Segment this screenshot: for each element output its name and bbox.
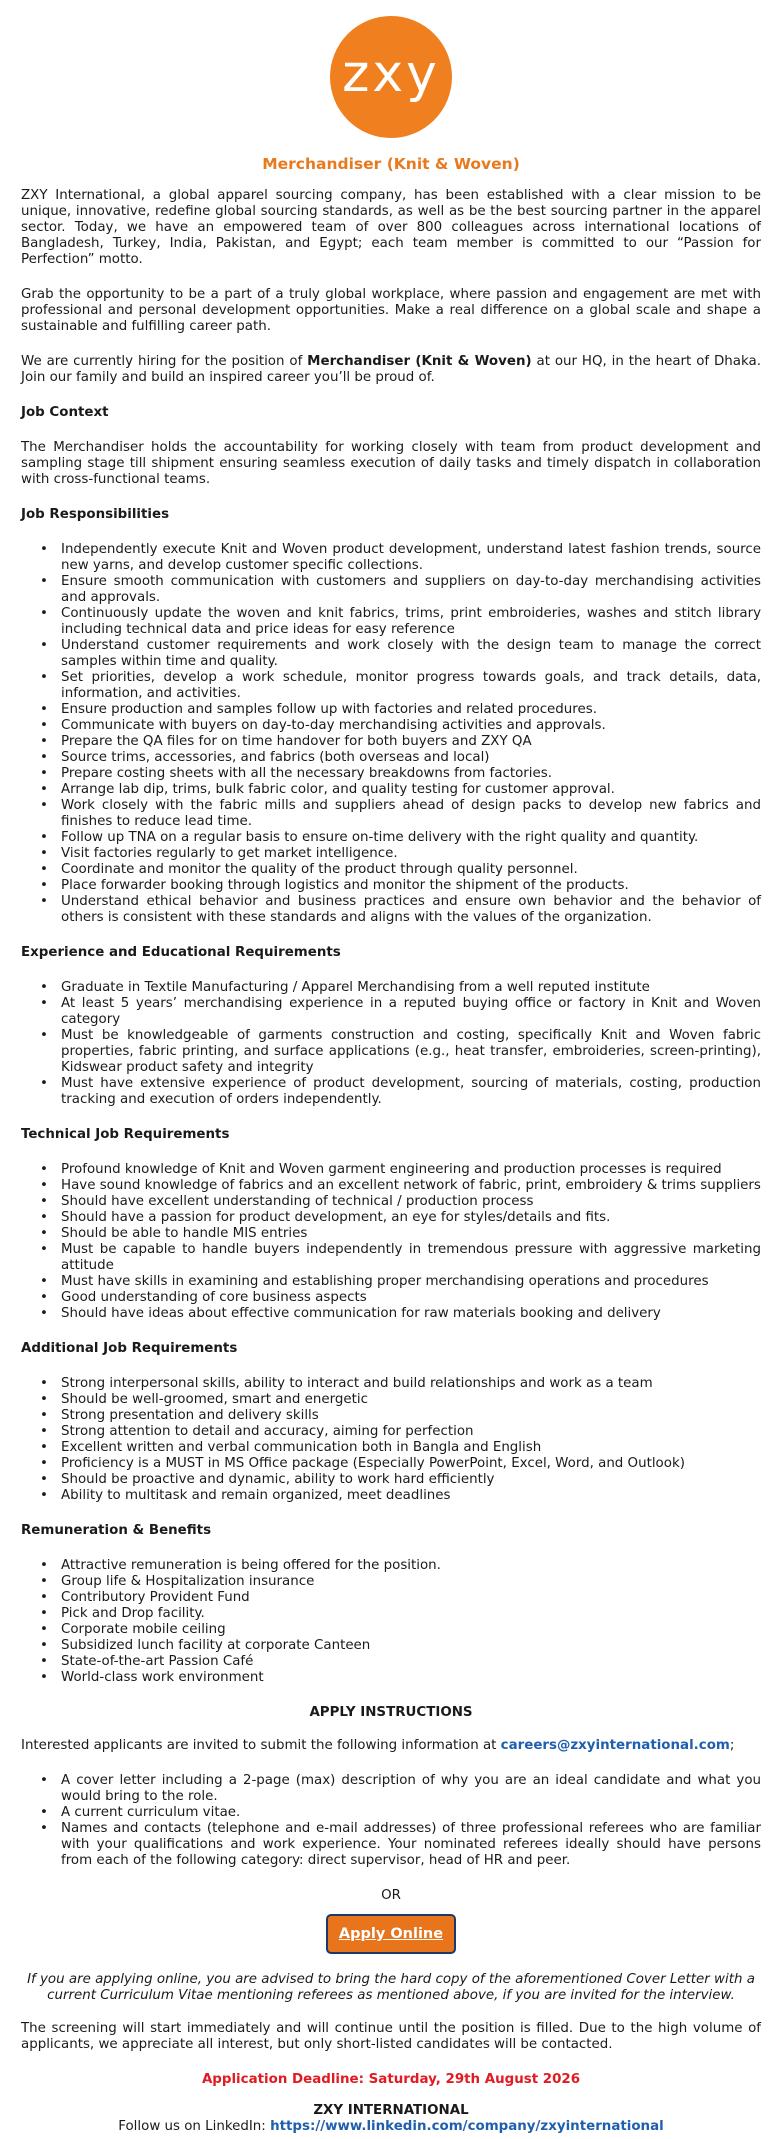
follow-label: Follow us on LinkedIn: [118, 2119, 271, 2134]
list-item: • Ensure smooth communication with customers and suppliers on day-to-day merchandising activities and approvals. [21, 574, 761, 606]
footer-company-name: ZXY INTERNATIONAL [313, 2103, 469, 2118]
list-item: • Source trims, accessories, and fabrics (both overseas and local) [21, 750, 761, 766]
list-item: • Pick and Drop facility. [21, 1606, 761, 1622]
apply-note: If you are applying online, you are advised to bring the hard copy of the aforementioned Cover Letter with a current Curriculum Vitae mentioning referees as mentioned above, if you are invited for the interview. [27, 1972, 755, 2003]
apply-intro-end: ; [729, 1738, 735, 1753]
hiring-paragraph [21, 354, 761, 386]
hiring-text-after: at our HQ, in the heart of Dhaka. Join our family and build an inspired career you’ll be proud of. [21, 354, 761, 385]
list-item: • Profound knowledge of Knit and Woven garment engineering and production processes is required [21, 1162, 761, 1178]
list-item: • Good understanding of core business aspects [21, 1290, 761, 1306]
intro-paragraph-1: ZXY International, a global apparel sourcing company, has been established with a clear mission to be unique, innovative, redefine global sourcing standards, as well as be the best sourcing partner in the apparel sector. Today, we have an empowered team of over 800 colleagues across international locations of Bangladesh, Turkey, India, Pakistan, and Egypt; each team member is committed to our “Passion for Perfection” motto. [21, 188, 761, 267]
technical-heading: Technical Job Requirements [21, 1127, 230, 1142]
list-item: • Visit factories regularly to get market intelligence. [21, 846, 761, 862]
list-item: • Strong attention to detail and accuracy, aiming for perfection [21, 1424, 761, 1440]
list-item: • Prepare the QA files for on time handover for both buyers and ZXY QA [21, 734, 761, 750]
list-item: • Set priorities, develop a work schedule, monitor progress towards goals, and track details, data, information, and activities. [21, 670, 761, 702]
responsibilities-heading: Job Responsibilities [21, 507, 170, 522]
apply-online-button[interactable]: Apply Online [326, 1914, 456, 1954]
list-item: • Should have ideas about effective communication for raw materials booking and delivery [21, 1306, 761, 1322]
list-item: • Prepare costing sheets with all the necessary breakdowns from factories. [21, 766, 761, 782]
list-item: • Arrange lab dip, trims, bulk fabric color, and quality testing for customer approval. [21, 782, 761, 798]
list-item: • A cover letter including a 2-page (max) description of why you are an ideal candidate and what you would bring to the role. [21, 1773, 761, 1805]
list-item: • Corporate mobile ceiling [21, 1622, 761, 1638]
job-title: Merchandiser (Knit & Woven) [262, 155, 520, 173]
technical-list [21, 1162, 761, 1322]
list-item: • Must have skills in examining and establishing proper merchandising operations and procedures [21, 1274, 761, 1290]
experience-heading: Experience and Educational Requirements [21, 945, 341, 960]
list-item: • Subsidized lunch facility at corporate Canteen [21, 1638, 761, 1654]
list-item: • Group life & Hospitalization insurance [21, 1574, 761, 1590]
list-item: • Independently execute Knit and Woven product development, understand latest fashion trends, source new yarns, and develop customer specific collections. [21, 542, 761, 574]
logo-wrap [21, 0, 761, 138]
job-context-text: The Merchandiser holds the accountability for working closely with team from product development and sampling stage till shipment ensuring seamless execution of daily tasks and timely dispatch in collaboration with cross-functional teams. [21, 440, 761, 487]
list-item: • Should be well-groomed, smart and energetic [21, 1392, 761, 1408]
list-item: • Should be proactive and dynamic, ability to work hard efficiently [21, 1472, 761, 1488]
list-item: • Ability to multitask and remain organized, meet deadlines [21, 1488, 761, 1504]
list-item: • Understand customer requirements and work closely with the design team to manage the correct samples within time and quality. [21, 638, 761, 670]
benefits-list [21, 1558, 761, 1686]
or-separator: OR [381, 1888, 401, 1903]
list-item: • Ensure production and samples follow up with factories and related procedures. [21, 702, 761, 718]
list-item: • Must have extensive experience of product development, sourcing of materials, costing, production tracking and execution of orders independently. [21, 1076, 761, 1108]
list-item: • At least 5 years’ merchandising experience in a reputed buying office or factory in Knit and Woven category [21, 996, 761, 1028]
apply-intro-text: Interested applicants are invited to submit the following information at [21, 1738, 501, 1753]
list-item: • Contributory Provident Fund [21, 1590, 761, 1606]
list-item: • Must be capable to handle buyers independently in tremendous pressure with aggressive marketing attitude [21, 1242, 761, 1274]
list-item: • A current curriculum vitae. [21, 1805, 761, 1821]
hiring-position: Merchandiser (Knit & Woven) [307, 354, 532, 369]
job-context-heading: Job Context [21, 405, 109, 420]
list-item: • Communicate with buyers on day-to-day merchandising activities and approvals. [21, 718, 761, 734]
list-item: • Should have excellent understanding of technical / production process [21, 1194, 761, 1210]
list-item: • Excellent written and verbal communication both in Bangla and English [21, 1440, 761, 1456]
list-item: • Have sound knowledge of fabrics and an excellent network of fabric, print, embroidery & trims suppliers [21, 1178, 761, 1194]
list-item: • Understand ethical behavior and business practices and ensure own behavior and the behavior of others is consistent with these standards and aligns with the values of the organization. [21, 894, 761, 926]
footer-follow [21, 2119, 761, 2135]
list-item: • Strong presentation and delivery skills [21, 1408, 761, 1424]
screening-text: The screening will start immediately and will continue until the position is filled. Due to the high volume of applicants, we appreciate all interest, but only short-listed candidates will be contacted. [21, 2021, 761, 2052]
intro-paragraph-2: Grab the opportunity to be a part of a truly global workplace, where passion and engagement are met with professional and personal development opportunities. Make a real difference on a global scale and shape a sustainable and fulfilling career path. [21, 287, 761, 334]
linkedin-link[interactable]: https://www.linkedin.com/company/zxyinternational [270, 2119, 664, 2134]
careers-email-link[interactable]: careers@zxyinternational.com [500, 1738, 730, 1753]
list-item: • World-class work environment [21, 1670, 761, 1686]
experience-list [21, 980, 761, 1108]
list-item: • Attractive remuneration is being offered for the position. [21, 1558, 761, 1574]
list-item: • Place forwarder booking through logistics and monitor the shipment of the products. [21, 878, 761, 894]
apply-intro [21, 1738, 761, 1754]
list-item: • Continuously update the woven and knit fabrics, trims, print embroideries, washes and stitch library including technical data and price ideas for easy reference [21, 606, 761, 638]
hiring-text-before: We are currently hiring for the position of [21, 354, 308, 369]
list-item: • Should be able to handle MIS entries [21, 1226, 761, 1242]
apply-button-wrap [21, 1914, 761, 1954]
company-logo: zxy [330, 16, 452, 138]
list-item: • Must be knowledgeable of garments construction and costing, specifically Knit and Woven fabric properties, fabric printing, and surface applications (e.g., heat transfer, embroideries, screen-printing), Kidswear product safety and integrity [21, 1028, 761, 1076]
list-item: • Coordinate and monitor the quality of the product through quality personnel. [21, 862, 761, 878]
list-item: • State-of-the-art Passion Café [21, 1654, 761, 1670]
responsibilities-list [21, 542, 761, 926]
apply-list [21, 1773, 761, 1869]
apply-instructions-heading: APPLY INSTRUCTIONS [309, 1705, 473, 1720]
application-deadline: Application Deadline: Saturday, 29th August 2026 [201, 2072, 581, 2087]
list-item: • Strong interpersonal skills, ability to interact and build relationships and work as a team [21, 1376, 761, 1392]
list-item: • Follow up TNA on a regular basis to ensure on-time delivery with the right quality and quantity. [21, 830, 761, 846]
benefits-heading: Remuneration & Benefits [21, 1523, 212, 1538]
list-item: • Names and contacts (telephone and e-mail addresses) of three professional referees who are familiar with your qualifications and work experience. Your nominated referees ideally should have persons from each of the following category: direct supervisor, head of HR and peer. [21, 1821, 761, 1869]
list-item: • Work closely with the fabric mills and suppliers ahead of design packs to develop new fabrics and finishes to reduce lead time. [21, 798, 761, 830]
list-item: • Graduate in Textile Manufacturing / Apparel Merchandising from a well reputed institute [21, 980, 761, 996]
additional-list [21, 1376, 761, 1504]
list-item: • Proficiency is a MUST in MS Office package (Especially PowerPoint, Excel, Word, and Outlook) [21, 1456, 761, 1472]
list-item: • Should have a passion for product development, an eye for styles/details and fits. [21, 1210, 761, 1226]
additional-heading: Additional Job Requirements [21, 1341, 238, 1356]
